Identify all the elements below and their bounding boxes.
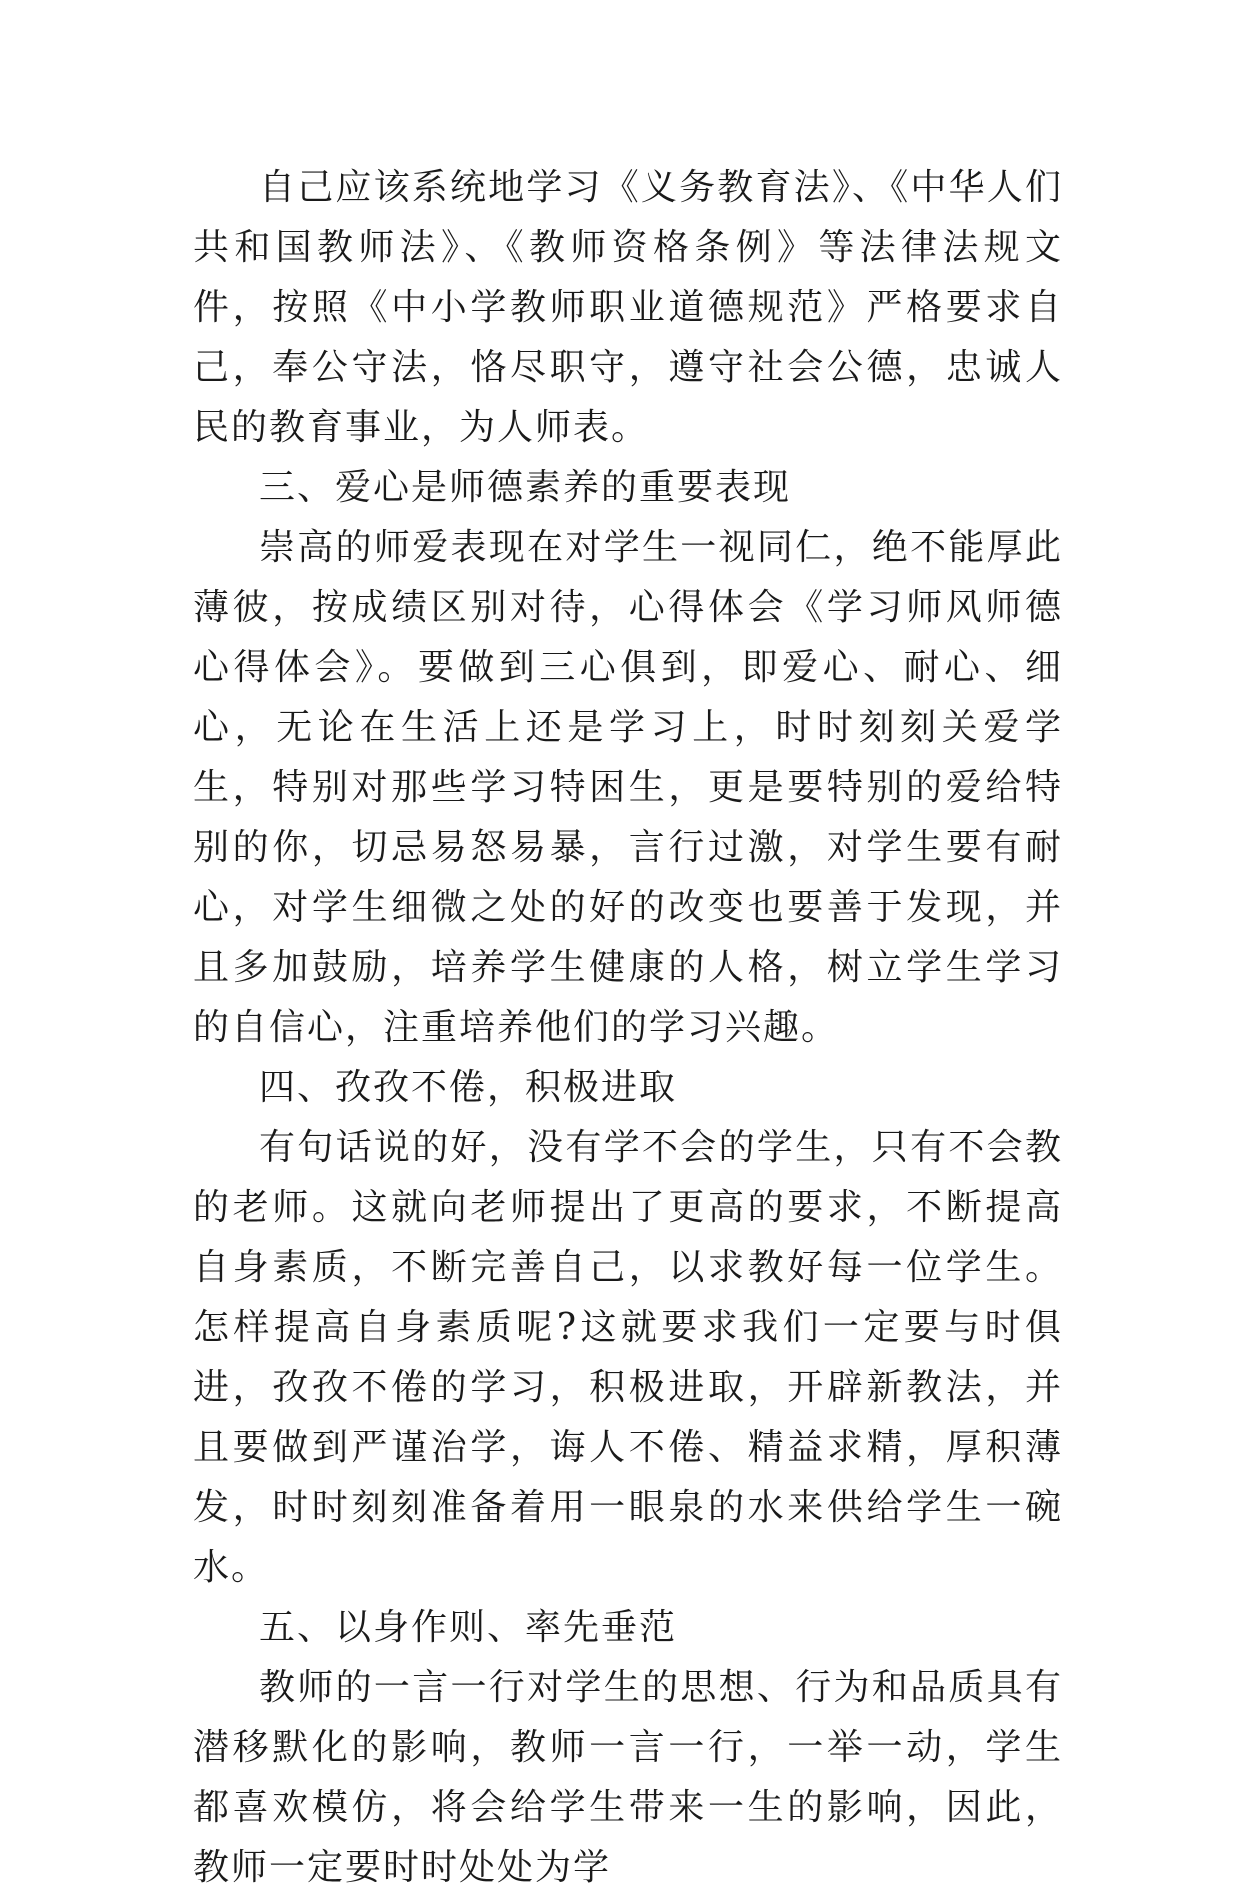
paragraph-legal-study: 自己应该系统地学习《义务教育法》、《中华人们共和国教师法》、《教师资格条例》等法律法规文件，按照《中小学教师职业道德规范》严格要求自己，奉公守法，恪尽职守，遵守社会公德，忠诚人民的教育事业，为人师表。 xyxy=(193,167,1063,448)
paragraph-example: 教师的一言一行对学生的思想、行为和品质具有潜移默化的影响，教师一言一行，一举一动，学生都喜欢模仿，将会给学生带来一生的影响，因此，教师一定要时时处处为学 xyxy=(193,1667,1063,1888)
section-heading-5: 五、以身作则、率先垂范 xyxy=(259,1607,678,1648)
paragraph-love: 崇高的师爱表现在对学生一视同仁，绝不能厚此薄彼，按成绩区别对待，心得体会《学习师风师德心得体会》。要做到三心俱到，即爱心、耐心、细心，无论在生活上还是学习上，时时刻刻关爱学生，特别对那些学习特困生，更是要特别的爱给特别的你，切忌易怒易暴，言行过激，对学生要有耐心，对学生细微之处的好的改变也要善于发现，并且多加鼓励，培养学生健康的人格，树立学生学习的自信心，注重培养他们的学习兴趣。 xyxy=(193,527,1063,1048)
paragraph-diligence: 有句话说的好，没有学不会的学生，只有不会教的老师。这就向老师提出了更高的要求，不断提高自身素质，不断完善自己，以求教好每一位学生。怎样提高自身素质呢?这就要求我们一定要与时俱进，孜孜不倦的学习，积极进取，开辟新教法，并且要做到严谨治学，诲人不倦、精益求精，厚积薄发，时时刻刻准备着用一眼泉的水来供给学生一碗水。 xyxy=(193,1127,1063,1588)
section-heading-4: 四、孜孜不倦，积极进取 xyxy=(259,1067,678,1108)
section-heading-3: 三、爱心是师德素养的重要表现 xyxy=(259,467,792,508)
document-body xyxy=(193,158,1063,1898)
